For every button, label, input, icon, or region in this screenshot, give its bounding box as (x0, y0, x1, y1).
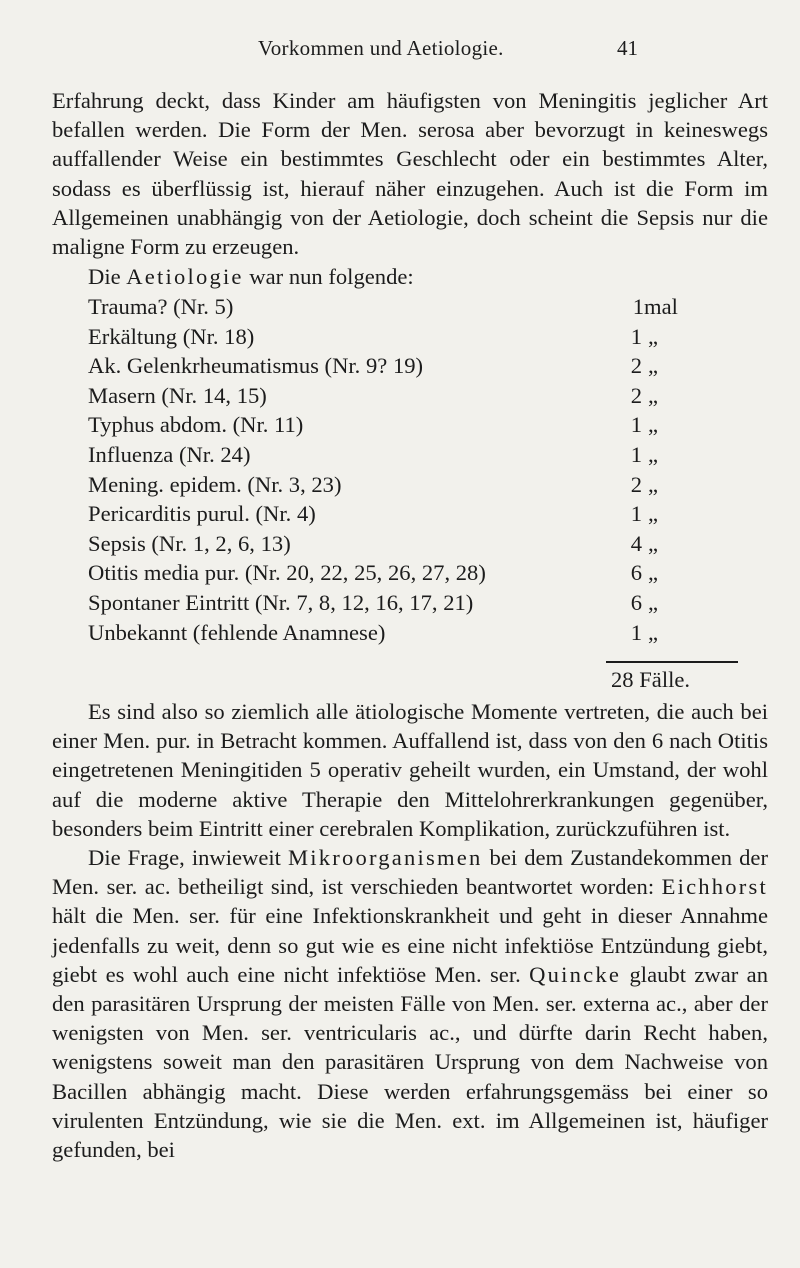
aetiology-cause: Pericarditis purul. (Nr. 4) (88, 501, 316, 527)
aetiology-count: 1 (630, 441, 642, 467)
aetiology-row (88, 351, 768, 381)
aetiology-unit: „ (648, 353, 659, 379)
page-number: 41 (617, 36, 638, 60)
aetiology-count: 2 (630, 382, 642, 408)
aetiology-row (88, 618, 768, 648)
aetiology-count: 6 (630, 589, 642, 615)
aetiology-unit: mal (644, 294, 678, 319)
aetiology-unit: „ (648, 323, 659, 349)
aetiology-cause: Unbekannt (fehlende Anamnese) (88, 619, 386, 645)
aetiology-cause: Otitis media pur. (Nr. 20, 22, 25, 26, 27, 28) (88, 560, 486, 586)
aetiology-cause: Masern (Nr. 14, 15) (88, 382, 267, 408)
p3-spaced-quincke: Quincke (529, 961, 622, 987)
aetiology-row (88, 292, 768, 322)
p3-spaced-eichhorst: Eichhorst (661, 874, 768, 900)
aetiology-count: 1 (630, 619, 642, 645)
aetiology-heading-prefix: Die (88, 264, 127, 289)
p3-text-1: Die Frage, inwieweit (88, 845, 288, 871)
aetiology-row (88, 529, 768, 559)
aetiology-unit: „ (648, 412, 659, 438)
p3-spaced-microorganisms: Mikroorganismen (288, 845, 483, 871)
p3-text-2: bei dem Zustandekommen der Men. ser. ac. betheiligt sind, ist verschieden beantwortet worden: (52, 845, 768, 900)
total-rule (606, 661, 738, 663)
aetiology-cause: Typhus abdom. (Nr. 11) (88, 412, 304, 438)
intro-paragraph: Erfahrung deckt, dass Kinder am häufigsten von Meningitis jeglicher Art befallen werden. Die Form der Men. serosa aber bevorzugt in keineswegs auffallender Weise ein bestimmtes Geschlecht oder ein bestimmtes Alter, sodass es überflüssig ist, hierauf näher einzugehen. Auch ist die Form im Allgemeinen unabhängig von der Aetiologie, doch scheint die Sepsis nur die maligne Form zu erzeugen. (52, 88, 768, 260)
aetiology-cause: Sepsis (Nr. 1, 2, 6, 13) (88, 530, 291, 556)
aetiology-unit: „ (648, 530, 659, 556)
aetiology-row (88, 381, 768, 411)
running-head (0, 36, 800, 68)
aetiology-row (88, 470, 768, 500)
aetiology-count: 2 (630, 353, 642, 379)
aetiology-count: 2 (630, 471, 642, 497)
aetiology-unit: „ (648, 560, 659, 586)
aetiology-count: 6 (630, 560, 642, 586)
discussion-paragraph-1: Es sind also so ziemlich alle ätiologische Momente vertreten, die auch bei einer Men. pur. in Betracht kommen. Auffallend ist, dass von den 6 nach Otitis eingetretenen Meningitiden 5 operativ geheilt wurden, ein Umstand, der wohl auf die moderne aktive Therapie den Mittelohrerkrankungen gegenüber, besonders beim Eintritt einer cerebralen Komplikation, zurückzuführen ist. (52, 699, 768, 841)
aetiology-heading-suffix: war nun folgende: (243, 264, 414, 289)
aetiology-row (88, 499, 768, 529)
aetiology-count: 1 (632, 294, 644, 319)
aetiology-count: 4 (630, 530, 642, 556)
aetiology-unit: „ (648, 589, 659, 615)
aetiology-row (88, 440, 768, 470)
aetiology-cause: Spontaner Eintritt (Nr. 7, 8, 12, 16, 17, 21) (88, 589, 474, 615)
intro-paragraph-block (52, 86, 768, 261)
discussion-block (52, 697, 768, 1164)
p3-text-3: hält die Men. ser. für eine Infektionskrankheit und geht in dieser Annahme jedenfalls zu weit, denn so gut wie es eine nicht infektiöse Entzündung giebt, giebt es wohl auch eine nicht infektiöse Men. ser. (52, 903, 768, 987)
aetiology-cause: Trauma? (Nr. 5) (88, 294, 234, 319)
aetiology-count: 1 (630, 501, 642, 527)
aetiology-heading-spaced: Aetiologie (126, 264, 244, 289)
total-cases: 28 Fälle. (611, 667, 691, 692)
aetiology-unit: „ (648, 441, 659, 467)
aetiology-unit: „ (648, 619, 659, 645)
aetiology-cause: Ak. Gelenkrheumatismus (Nr. 9? 19) (88, 353, 424, 379)
aetiology-row (88, 322, 768, 352)
aetiology-row (88, 410, 768, 440)
aetiology-unit: „ (648, 471, 659, 497)
aetiology-unit: „ (648, 501, 659, 527)
aetiology-row (88, 558, 768, 588)
aetiology-table (88, 292, 768, 647)
aetiology-row (88, 588, 768, 618)
aetiology-heading (88, 262, 414, 291)
aetiology-cause: Mening. epidem. (Nr. 3, 23) (88, 471, 342, 497)
aetiology-cause: Influenza (Nr. 24) (88, 441, 251, 467)
discussion-paragraph-2 (52, 843, 768, 1164)
aetiology-cause: Erkältung (Nr. 18) (88, 323, 255, 349)
aetiology-count: 1 (630, 412, 642, 438)
aetiology-count: 1 (630, 323, 642, 349)
aetiology-unit: „ (648, 382, 659, 408)
p3-text-4: glaubt zwar an den parasitären Ursprung der meisten Fälle von Men. ser. externa ac., aber der wenigsten von Men. ser. ventricularis ac., und dürfte darin Recht haben, wenigstens soweit man den parasitären Ursprung von dem Nachweise von Bacillen abhängig macht. Diese werden erfahrungsgemäss bei einer so virulenten Entzündung, wie sie die Men. ext. im Allgemeinen ist, häufiger gefunden, bei (52, 961, 769, 1163)
running-title: Vorkommen und Aetiologie. (258, 36, 504, 60)
